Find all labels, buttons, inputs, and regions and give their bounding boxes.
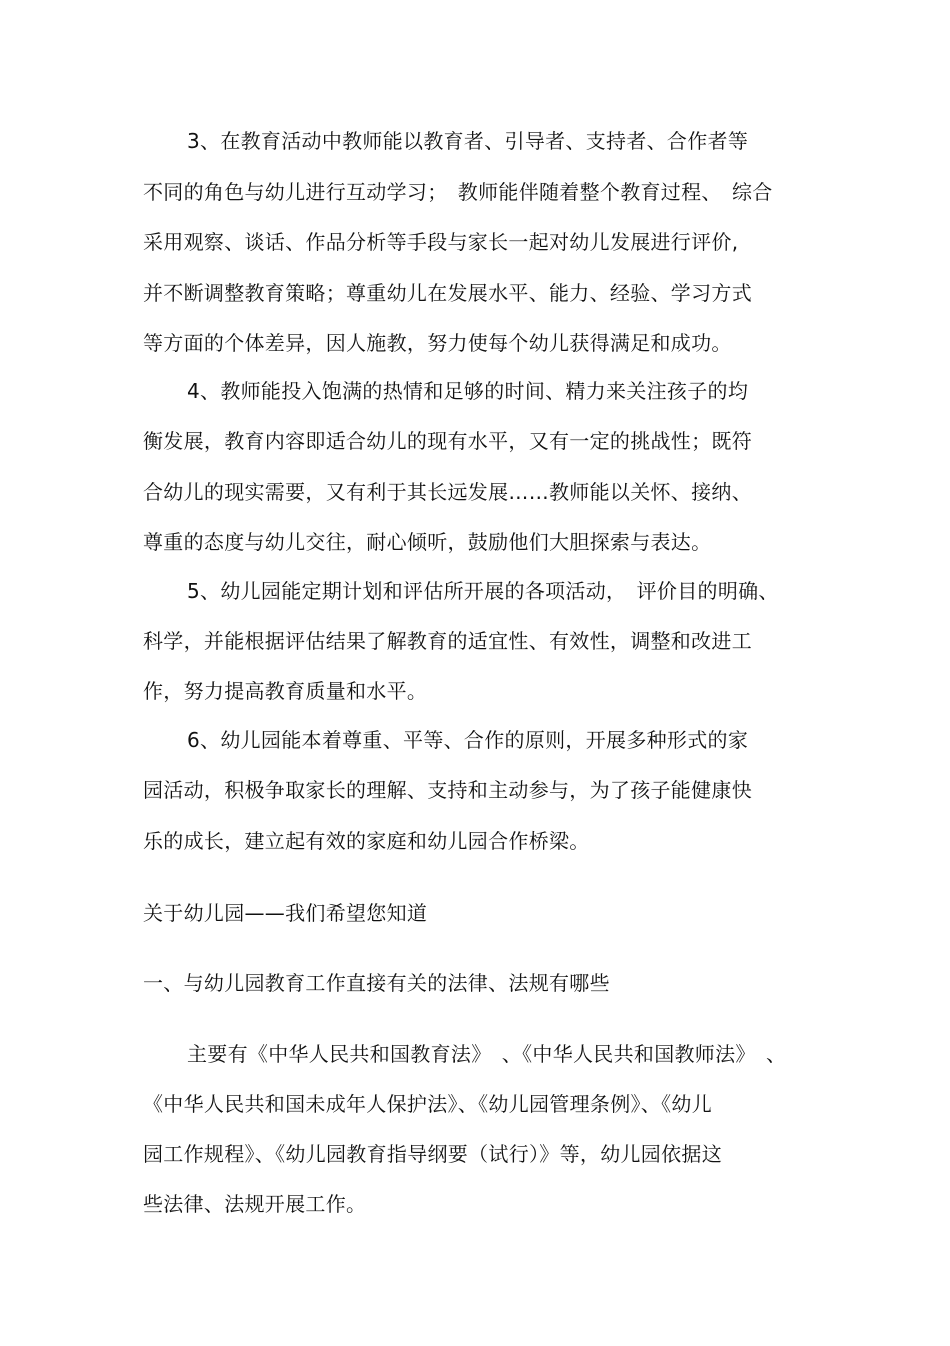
- paragraph-3-line-3: 采用观察、谈话、作品分析等手段与家长一起对幼儿发展进行评价,: [143, 230, 739, 254]
- answer-line-2: 《中华人民共和国未成年人保护法》、《幼儿园管理条例》、《幼儿: [143, 1092, 712, 1116]
- paragraph-3-line-1: 3、在教育活动中教师能以教育者、引导者、支持者、合作者等: [187, 129, 749, 153]
- paragraph-4-line-3: 合幼儿的现实需要，又有利于其长远发展……教师能以关怀、接纳、: [143, 480, 752, 504]
- paragraph-5-line-2: 科学，并能根据评估结果了解教育的适宜性、有效性，调整和改进工: [143, 629, 752, 653]
- answer-line-4: 些法律、法规开展工作。: [143, 1192, 367, 1216]
- paragraph-6-line-2: 园活动，积极争取家长的理解、支持和主动参与，为了孩子能健康快: [143, 778, 752, 802]
- paragraph-3-line-5: 等方面的个体差异，因人施教，努力使每个幼儿获得满足和成功。: [143, 331, 732, 355]
- question-heading: 一、与幼儿园教育工作直接有关的法律、法规有哪些: [143, 971, 610, 995]
- paragraph-6-line-3: 乐的成长，建立起有效的家庭和幼儿园合作桥梁。: [143, 829, 590, 853]
- paragraph-4-line-2: 衡发展，教育内容即适合幼儿的现有水平，又有一定的挑战性；既符: [143, 429, 752, 453]
- paragraph-4-line-1: 4、教师能投入饱满的热情和足够的时间、精力来关注孩子的均: [187, 379, 749, 403]
- paragraph-3-line-2: 不同的角色与幼儿进行互动学习； 教师能伴随着整个教育过程、 综合: [143, 180, 773, 204]
- answer-line-3: 园工作规程》、《幼儿园教育指导纲要（试行）》等，幼儿园依据这: [143, 1142, 722, 1166]
- section-heading: 关于幼儿园——我们希望您知道: [143, 901, 428, 925]
- paragraph-4-line-4: 尊重的态度与幼儿交往，耐心倾听，鼓励他们大胆探索与表达。: [143, 530, 712, 554]
- paragraph-5-line-1: 5、幼儿园能定期计划和评估所开展的各项活动， 评价目的明确、: [187, 579, 779, 603]
- answer-line-1: 主要有《中华人民共和国教育法》 、《中华人民共和国教师法》 、: [187, 1042, 787, 1066]
- paragraph-3-line-4: 并不断调整教育策略；尊重幼儿在发展水平、能力、经验、学习方式: [143, 281, 752, 305]
- paragraph-5-line-3: 作，努力提高教育质量和水平。: [143, 679, 428, 703]
- paragraph-6-line-1: 6、幼儿园能本着尊重、平等、合作的原则，开展多种形式的家: [187, 728, 749, 752]
